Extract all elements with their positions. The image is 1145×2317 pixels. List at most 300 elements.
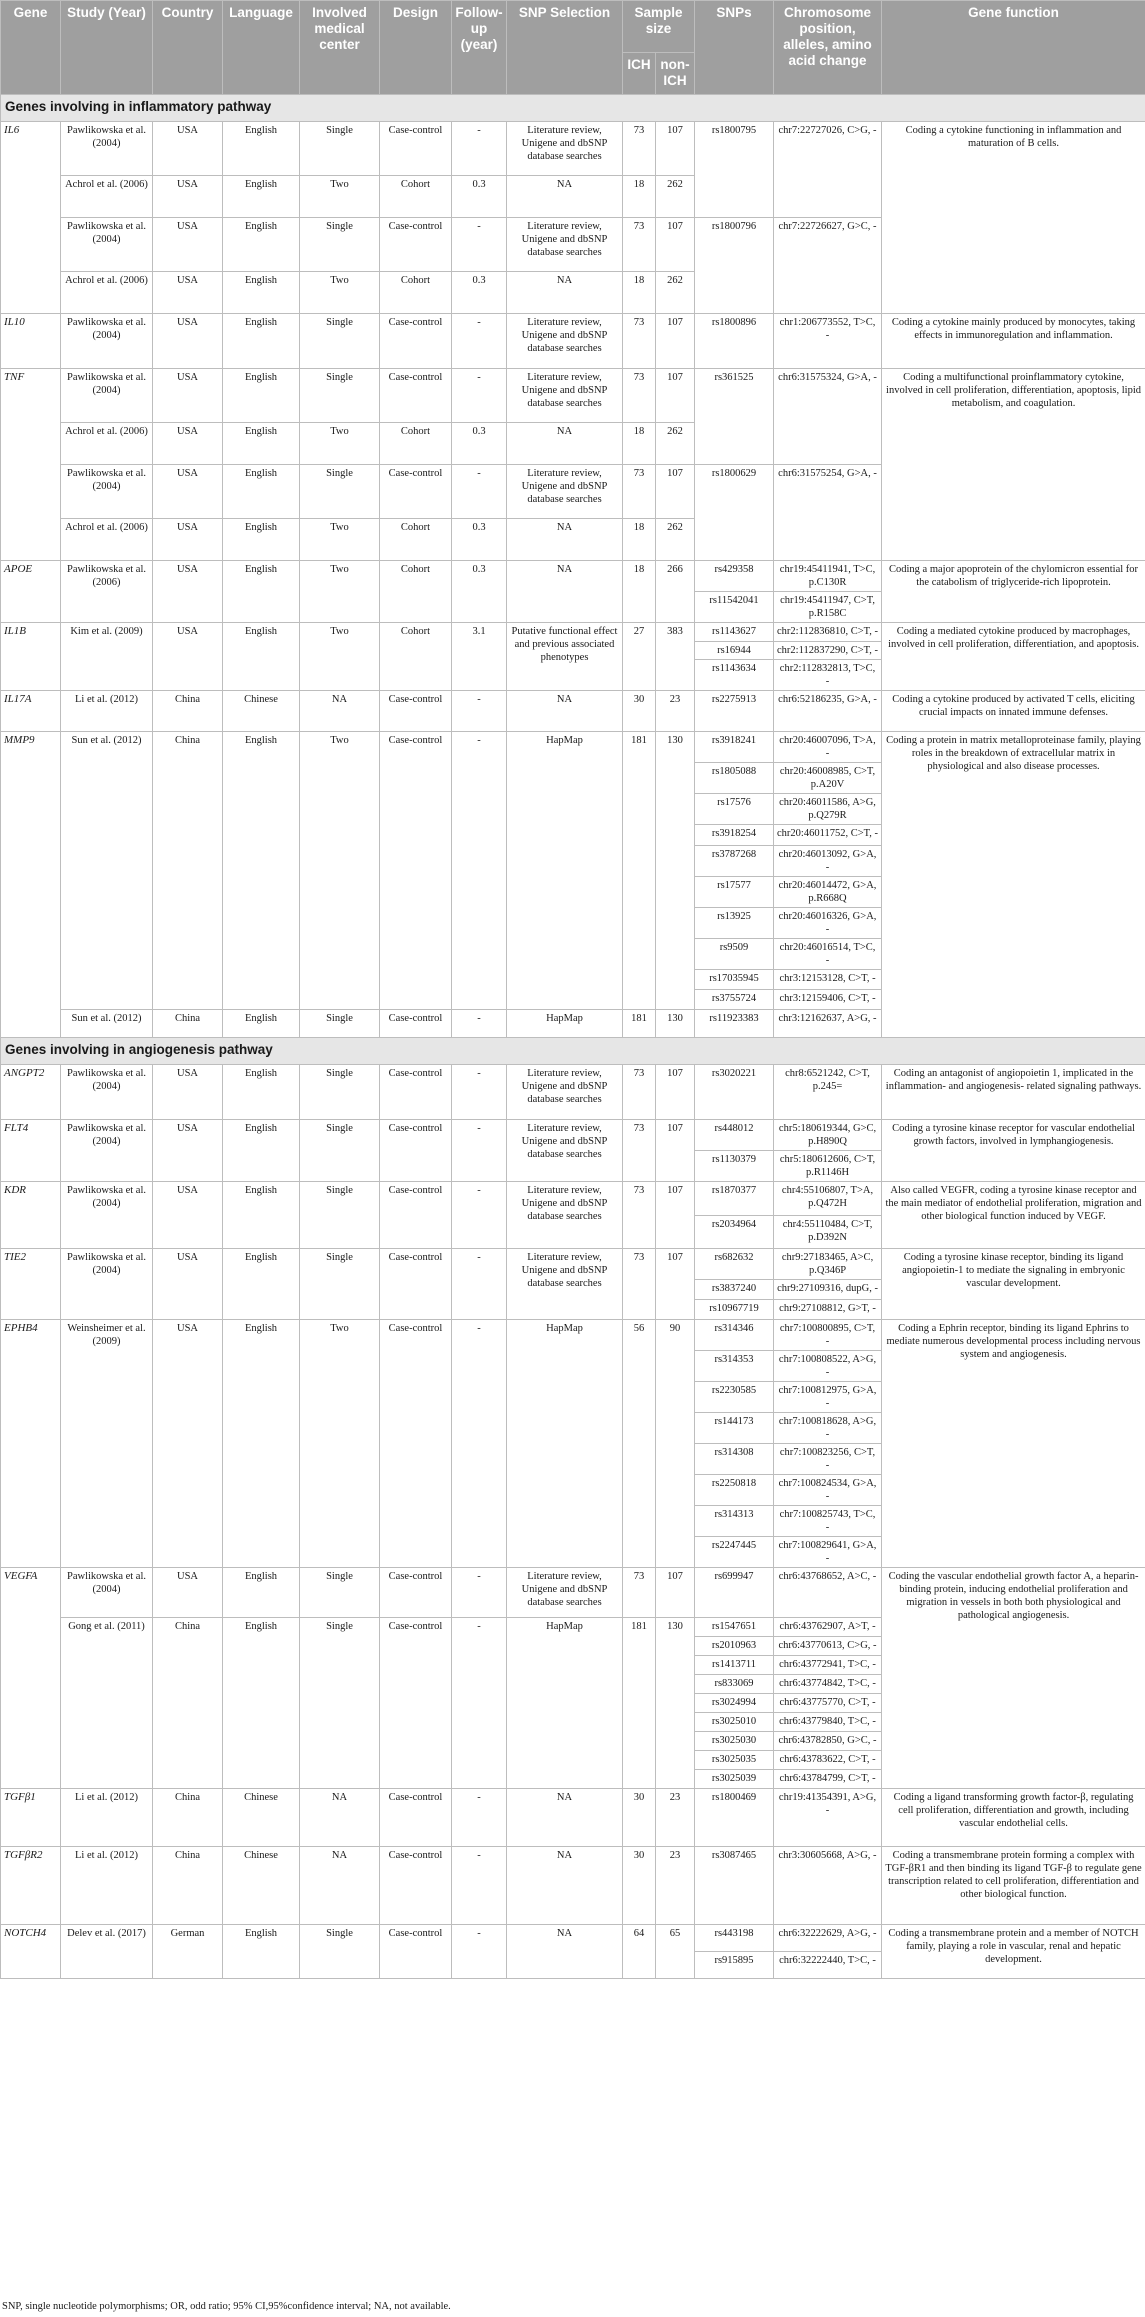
study-cell: Gong et al. (2011) bbox=[61, 1618, 153, 1789]
chromosome-cell: chr19:45411941, T>C, p.C130R bbox=[774, 561, 882, 592]
study-cell: Pawlikowska et al. (2004) bbox=[61, 1120, 153, 1182]
function-cell: Coding a protein in matrix metalloproteinase family, playing roles in the breakdown of extracellular matrix in physiological and also disease processes. bbox=[882, 732, 1145, 1038]
header-country: Country bbox=[153, 1, 223, 95]
snp-selection-cell: HapMap bbox=[507, 1010, 623, 1038]
function-cell: Coding a cytokine produced by activated T cells, eliciting crucial impacts on innated immune defenses. bbox=[882, 691, 1145, 732]
non-ich-cell: 130 bbox=[656, 732, 695, 1010]
header-ich: ICH bbox=[623, 53, 656, 95]
ich-cell: 30 bbox=[623, 1847, 656, 1925]
ich-cell: 73 bbox=[623, 218, 656, 272]
design-cell: Cohort bbox=[380, 623, 452, 691]
chromosome-cell: chr2:112836810, C>T, - bbox=[774, 623, 882, 642]
chromosome-cell: chr7:100823256, C>T, - bbox=[774, 1444, 882, 1475]
gene-cell: MMP9 bbox=[1, 732, 61, 1038]
ich-cell: 73 bbox=[623, 122, 656, 176]
study-cell: Pawlikowska et al. (2004) bbox=[61, 369, 153, 423]
chromosome-cell: chr6:43762907, A>T, - bbox=[774, 1618, 882, 1637]
study-cell: Li et al. (2012) bbox=[61, 691, 153, 732]
non-ich-cell: 130 bbox=[656, 1618, 695, 1789]
function-cell: Coding the vascular endothelial growth factor A, a heparin-binding protein, inducing endothelial proliferation and migration in vessels in both both physiological and pathological angiogenesis. bbox=[882, 1568, 1145, 1789]
snp-cell: rs2034964 bbox=[695, 1216, 774, 1249]
center-cell: Single bbox=[300, 465, 380, 519]
snp-selection-cell: Literature review, Unigene and dbSNP database searches bbox=[507, 465, 623, 519]
gene-cell: IL6 bbox=[1, 122, 61, 314]
snp-selection-cell: HapMap bbox=[507, 1618, 623, 1789]
language-cell: Chinese bbox=[223, 1847, 300, 1925]
function-cell: Coding a Ephrin receptor, binding its ligand Ephrins to mediate numerous developmental process including nervous system and angiogenesis. bbox=[882, 1320, 1145, 1568]
gene-cell: NOTCH4 bbox=[1, 1925, 61, 1979]
center-cell: Two bbox=[300, 732, 380, 1010]
ich-cell: 18 bbox=[623, 561, 656, 623]
chromosome-cell: chr20:46014472, G>A, p.R668Q bbox=[774, 877, 882, 908]
follow-up-cell: - bbox=[452, 1847, 507, 1925]
ich-cell: 73 bbox=[623, 1249, 656, 1320]
function-cell: Coding a cytokine functioning in inflammation and maturation of B cells. bbox=[882, 122, 1145, 314]
chromosome-cell: chr5:180612606, C>T, p.R1146H bbox=[774, 1151, 882, 1182]
non-ich-cell: 65 bbox=[656, 1925, 695, 1979]
function-cell: Coding a tyrosine kinase receptor, binding its ligand angiopoietin-1 to mediate the signaling in embryonic vascular development. bbox=[882, 1249, 1145, 1320]
language-cell: English bbox=[223, 218, 300, 272]
snp-selection-cell: NA bbox=[507, 1789, 623, 1847]
function-cell: Coding a ligand transforming growth factor-β, regulating cell proliferation, differentiation and growth, including vascular endothelial cells. bbox=[882, 1789, 1145, 1847]
language-cell: English bbox=[223, 122, 300, 176]
country-cell: USA bbox=[153, 369, 223, 423]
language-cell: Chinese bbox=[223, 1789, 300, 1847]
follow-up-cell: - bbox=[452, 1789, 507, 1847]
study-cell: Achrol et al. (2006) bbox=[61, 519, 153, 561]
chromosome-cell: chr19:45411947, C>T, p.R158C bbox=[774, 592, 882, 623]
design-cell: Case-control bbox=[380, 1120, 452, 1182]
header-study: Study (Year) bbox=[61, 1, 153, 95]
country-cell: USA bbox=[153, 176, 223, 218]
snp-selection-cell: NA bbox=[507, 272, 623, 314]
design-cell: Cohort bbox=[380, 423, 452, 465]
study-cell: Achrol et al. (2006) bbox=[61, 272, 153, 314]
snp-cell: rs448012 bbox=[695, 1120, 774, 1151]
function-cell: Coding a multifunctional proinflammatory cytokine, involved in cell proliferation, differentiation, apoptosis, lipid metabolism, and coagulation. bbox=[882, 369, 1145, 561]
chromosome-cell: chr19:41354391, A>G, - bbox=[774, 1789, 882, 1847]
ich-cell: 64 bbox=[623, 1925, 656, 1979]
snp-cell: rs1413711 bbox=[695, 1656, 774, 1675]
chromosome-cell: chr3:12162637, A>G, - bbox=[774, 1010, 882, 1038]
snp-cell: rs11542041 bbox=[695, 592, 774, 623]
non-ich-cell: 262 bbox=[656, 519, 695, 561]
center-cell: Single bbox=[300, 122, 380, 176]
header-language: Language bbox=[223, 1, 300, 95]
study-cell: Pawlikowska et al. (2004) bbox=[61, 1249, 153, 1320]
country-cell: USA bbox=[153, 423, 223, 465]
study-cell: Pawlikowska et al. (2004) bbox=[61, 1568, 153, 1618]
chromosome-cell: chr9:27109316, dupG, - bbox=[774, 1280, 882, 1300]
design-cell: Case-control bbox=[380, 1249, 452, 1320]
country-cell: China bbox=[153, 691, 223, 732]
country-cell: USA bbox=[153, 1065, 223, 1120]
snp-cell: rs144173 bbox=[695, 1413, 774, 1444]
study-cell: Pawlikowska et al. (2004) bbox=[61, 1182, 153, 1249]
language-cell: English bbox=[223, 1568, 300, 1618]
ich-cell: 181 bbox=[623, 732, 656, 1010]
function-cell: Coding a mediated cytokine produced by macrophages, involved in cell proliferation, differentiation, and apoptosis. bbox=[882, 623, 1145, 691]
snp-selection-cell: Literature review, Unigene and dbSNP database searches bbox=[507, 1249, 623, 1320]
chromosome-cell: chr6:43779840, T>C, - bbox=[774, 1713, 882, 1732]
section-inflammatory: Genes involving in inflammatory pathway bbox=[1, 95, 1145, 122]
non-ich-cell: 107 bbox=[656, 218, 695, 272]
function-cell: Coding a cytokine mainly produced by monocytes, taking effects in immunoregulation and inflammation. bbox=[882, 314, 1145, 369]
chromosome-cell: chr4:55106807, T>A, p.Q472H bbox=[774, 1182, 882, 1216]
header-sample-size: Sample size bbox=[623, 1, 695, 53]
non-ich-cell: 262 bbox=[656, 176, 695, 218]
chromosome-cell: chr6:31575324, G>A, - bbox=[774, 369, 882, 465]
snp-cell: rs3025039 bbox=[695, 1770, 774, 1789]
chromosome-cell: chr2:112832813, T>C, - bbox=[774, 660, 882, 691]
language-cell: English bbox=[223, 1182, 300, 1249]
language-cell: English bbox=[223, 176, 300, 218]
gene-cell: VEGFA bbox=[1, 1568, 61, 1789]
center-cell: Single bbox=[300, 1065, 380, 1120]
chromosome-cell: chr6:32222440, T>C, - bbox=[774, 1952, 882, 1979]
language-cell: English bbox=[223, 623, 300, 691]
function-cell: Coding a major apoprotein of the chylomicron essential for the catabolism of triglyceride-rich lipoprotein. bbox=[882, 561, 1145, 623]
gene-cell: EPHB4 bbox=[1, 1320, 61, 1568]
non-ich-cell: 107 bbox=[656, 1120, 695, 1182]
snp-cell: rs2230585 bbox=[695, 1382, 774, 1413]
header-snps: SNPs bbox=[695, 1, 774, 95]
snp-cell: rs1800896 bbox=[695, 314, 774, 369]
study-cell: Sun et al. (2012) bbox=[61, 1010, 153, 1038]
design-cell: Cohort bbox=[380, 561, 452, 623]
center-cell: Two bbox=[300, 1320, 380, 1568]
follow-up-cell: - bbox=[452, 122, 507, 176]
center-cell: Single bbox=[300, 1568, 380, 1618]
snp-cell: rs314353 bbox=[695, 1351, 774, 1382]
follow-up-cell: - bbox=[452, 1320, 507, 1568]
country-cell: USA bbox=[153, 519, 223, 561]
snp-cell: rs915895 bbox=[695, 1952, 774, 1979]
gene-cell: FLT4 bbox=[1, 1120, 61, 1182]
gene-cell: IL17A bbox=[1, 691, 61, 732]
chromosome-cell: chr2:112837290, C>T, - bbox=[774, 642, 882, 660]
country-cell: USA bbox=[153, 314, 223, 369]
ich-cell: 18 bbox=[623, 423, 656, 465]
non-ich-cell: 262 bbox=[656, 423, 695, 465]
gene-cell: TGFβR2 bbox=[1, 1847, 61, 1925]
snp-cell: rs1143634 bbox=[695, 660, 774, 691]
language-cell: English bbox=[223, 1010, 300, 1038]
snp-cell: rs443198 bbox=[695, 1925, 774, 1952]
study-cell: Pawlikowska et al. (2004) bbox=[61, 218, 153, 272]
country-cell: German bbox=[153, 1925, 223, 1979]
center-cell: Single bbox=[300, 1618, 380, 1789]
non-ich-cell: 90 bbox=[656, 1320, 695, 1568]
snp-selection-cell: NA bbox=[507, 176, 623, 218]
design-cell: Case-control bbox=[380, 1065, 452, 1120]
language-cell: English bbox=[223, 369, 300, 423]
snp-selection-cell: Literature review, Unigene and dbSNP database searches bbox=[507, 122, 623, 176]
non-ich-cell: 107 bbox=[656, 1568, 695, 1618]
snp-cell: rs3918254 bbox=[695, 825, 774, 846]
ich-cell: 18 bbox=[623, 176, 656, 218]
snp-selection-cell: Literature review, Unigene and dbSNP database searches bbox=[507, 1065, 623, 1120]
center-cell: Two bbox=[300, 272, 380, 314]
ich-cell: 18 bbox=[623, 272, 656, 314]
non-ich-cell: 107 bbox=[656, 314, 695, 369]
country-cell: USA bbox=[153, 1249, 223, 1320]
design-cell: Case-control bbox=[380, 691, 452, 732]
study-cell: Achrol et al. (2006) bbox=[61, 176, 153, 218]
non-ich-cell: 262 bbox=[656, 272, 695, 314]
snp-cell: rs361525 bbox=[695, 369, 774, 465]
chromosome-cell: chr7:22726627, G>C, - bbox=[774, 218, 882, 314]
header-snp-selection: SNP Selection bbox=[507, 1, 623, 95]
country-cell: USA bbox=[153, 465, 223, 519]
chromosome-cell: chr6:43783622, C>T, - bbox=[774, 1751, 882, 1770]
snp-cell: rs3837240 bbox=[695, 1280, 774, 1300]
design-cell: Case-control bbox=[380, 1182, 452, 1249]
snp-cell: rs1547651 bbox=[695, 1618, 774, 1637]
chromosome-cell: chr20:46016514, T>C, - bbox=[774, 939, 882, 970]
snp-cell: rs3025010 bbox=[695, 1713, 774, 1732]
center-cell: Single bbox=[300, 1182, 380, 1249]
country-cell: China bbox=[153, 732, 223, 1010]
header-gene-function: Gene function bbox=[882, 1, 1145, 95]
language-cell: English bbox=[223, 465, 300, 519]
ich-cell: 73 bbox=[623, 314, 656, 369]
chromosome-cell: chr20:46008985, C>T, p.A20V bbox=[774, 763, 882, 794]
chromosome-cell: chr3:12153128, C>T, - bbox=[774, 970, 882, 990]
snp-cell: rs1870377 bbox=[695, 1182, 774, 1216]
design-cell: Case-control bbox=[380, 1010, 452, 1038]
ich-cell: 27 bbox=[623, 623, 656, 691]
country-cell: USA bbox=[153, 623, 223, 691]
snp-cell: rs682632 bbox=[695, 1249, 774, 1280]
snp-selection-cell: Literature review, Unigene and dbSNP database searches bbox=[507, 314, 623, 369]
design-cell: Case-control bbox=[380, 1618, 452, 1789]
chromosome-cell: chr9:27108812, G>T, - bbox=[774, 1300, 882, 1320]
language-cell: English bbox=[223, 561, 300, 623]
chromosome-cell: chr6:43768652, A>C, - bbox=[774, 1568, 882, 1618]
snp-cell: rs2275913 bbox=[695, 691, 774, 732]
snp-cell: rs1800629 bbox=[695, 465, 774, 561]
header-gene: Gene bbox=[1, 1, 61, 95]
follow-up-cell: 0.3 bbox=[452, 176, 507, 218]
country-cell: USA bbox=[153, 1182, 223, 1249]
ich-cell: 30 bbox=[623, 691, 656, 732]
follow-up-cell: - bbox=[452, 691, 507, 732]
center-cell: Single bbox=[300, 1010, 380, 1038]
center-cell: NA bbox=[300, 691, 380, 732]
header-design: Design bbox=[380, 1, 452, 95]
chromosome-cell: chr9:27183465, A>C, p.Q346P bbox=[774, 1249, 882, 1280]
chromosome-cell: chr1:206773552, T>C, - bbox=[774, 314, 882, 369]
design-cell: Case-control bbox=[380, 218, 452, 272]
follow-up-cell: - bbox=[452, 314, 507, 369]
follow-up-cell: - bbox=[452, 465, 507, 519]
function-cell: Coding a tyrosine kinase receptor for vascular endothelial growth factors, involved in lymphangiogenesis. bbox=[882, 1120, 1145, 1182]
design-cell: Case-control bbox=[380, 1320, 452, 1568]
center-cell: Single bbox=[300, 1925, 380, 1979]
study-cell: Pawlikowska et al. (2004) bbox=[61, 122, 153, 176]
center-cell: NA bbox=[300, 1847, 380, 1925]
ich-cell: 181 bbox=[623, 1010, 656, 1038]
country-cell: USA bbox=[153, 272, 223, 314]
follow-up-cell: 0.3 bbox=[452, 272, 507, 314]
design-cell: Case-control bbox=[380, 369, 452, 423]
follow-up-cell: 3.1 bbox=[452, 623, 507, 691]
section-angiogenesis: Genes involving in angiogenesis pathway bbox=[1, 1038, 1145, 1065]
follow-up-cell: 0.3 bbox=[452, 519, 507, 561]
study-cell: Pawlikowska et al. (2006) bbox=[61, 561, 153, 623]
language-cell: English bbox=[223, 1120, 300, 1182]
language-cell: English bbox=[223, 519, 300, 561]
ich-cell: 73 bbox=[623, 465, 656, 519]
center-cell: Two bbox=[300, 176, 380, 218]
language-cell: Chinese bbox=[223, 691, 300, 732]
snp-selection-cell: NA bbox=[507, 561, 623, 623]
center-cell: Two bbox=[300, 423, 380, 465]
snp-cell: rs3024994 bbox=[695, 1694, 774, 1713]
snp-selection-cell: NA bbox=[507, 1925, 623, 1979]
design-cell: Case-control bbox=[380, 1789, 452, 1847]
gene-cell: ANGPT2 bbox=[1, 1065, 61, 1120]
non-ich-cell: 23 bbox=[656, 1847, 695, 1925]
table-footnote: SNP, single nucleotide polymorphisms; OR, odd ratio; 95% CI,95%confidence interval; NA, not available. bbox=[2, 2301, 451, 2312]
chromosome-cell: chr7:100824534, G>A, - bbox=[774, 1475, 882, 1506]
follow-up-cell: - bbox=[452, 1010, 507, 1038]
language-cell: English bbox=[223, 1065, 300, 1120]
header-non-ich: non-ICH bbox=[656, 53, 695, 95]
snp-cell: rs3918241 bbox=[695, 732, 774, 763]
snp-cell: rs314346 bbox=[695, 1320, 774, 1351]
snp-cell: rs1805088 bbox=[695, 763, 774, 794]
chromosome-cell: chr6:52186235, G>A, - bbox=[774, 691, 882, 732]
gene-cell: TIE2 bbox=[1, 1249, 61, 1320]
snp-selection-cell: NA bbox=[507, 691, 623, 732]
chromosome-cell: chr6:43784799, C>T, - bbox=[774, 1770, 882, 1789]
non-ich-cell: 23 bbox=[656, 691, 695, 732]
chromosome-cell: chr20:46007096, T>A, - bbox=[774, 732, 882, 763]
follow-up-cell: - bbox=[452, 369, 507, 423]
design-cell: Cohort bbox=[380, 176, 452, 218]
snp-cell: rs9509 bbox=[695, 939, 774, 970]
center-cell: NA bbox=[300, 1789, 380, 1847]
snp-cell: rs17576 bbox=[695, 794, 774, 825]
chromosome-cell: chr6:43772941, T>C, - bbox=[774, 1656, 882, 1675]
follow-up-cell: - bbox=[452, 1065, 507, 1120]
design-cell: Case-control bbox=[380, 1847, 452, 1925]
chromosome-cell: chr7:100829641, G>A, - bbox=[774, 1537, 882, 1568]
center-cell: Two bbox=[300, 561, 380, 623]
country-cell: USA bbox=[153, 122, 223, 176]
snp-cell: rs699947 bbox=[695, 1568, 774, 1618]
snp-cell: rs3025035 bbox=[695, 1751, 774, 1770]
chromosome-cell: chr6:43774842, T>C, - bbox=[774, 1675, 882, 1694]
ich-cell: 73 bbox=[623, 1120, 656, 1182]
snp-cell: rs13925 bbox=[695, 908, 774, 939]
center-cell: Single bbox=[300, 1120, 380, 1182]
chromosome-cell: chr8:6521242, C>T, p.245= bbox=[774, 1065, 882, 1120]
center-cell: Two bbox=[300, 519, 380, 561]
design-cell: Case-control bbox=[380, 1925, 452, 1979]
ich-cell: 18 bbox=[623, 519, 656, 561]
language-cell: English bbox=[223, 314, 300, 369]
study-cell: Pawlikowska et al. (2004) bbox=[61, 1065, 153, 1120]
non-ich-cell: 107 bbox=[656, 465, 695, 519]
chromosome-cell: chr6:43770613, C>G, - bbox=[774, 1637, 882, 1656]
study-cell: Pawlikowska et al. (2004) bbox=[61, 465, 153, 519]
study-cell: Pawlikowska et al. (2004) bbox=[61, 314, 153, 369]
chromosome-cell: chr20:46011752, C>T, - bbox=[774, 825, 882, 846]
snp-selection-cell: Literature review, Unigene and dbSNP database searches bbox=[507, 218, 623, 272]
snp-cell: rs3025030 bbox=[695, 1732, 774, 1751]
header-center: Involved medical center bbox=[300, 1, 380, 95]
ich-cell: 181 bbox=[623, 1618, 656, 1789]
design-cell: Cohort bbox=[380, 272, 452, 314]
design-cell: Case-control bbox=[380, 314, 452, 369]
snp-cell: rs2010963 bbox=[695, 1637, 774, 1656]
follow-up-cell: - bbox=[452, 1925, 507, 1979]
country-cell: China bbox=[153, 1847, 223, 1925]
header-chromosome: Chromosome position, alleles, amino acid change bbox=[774, 1, 882, 95]
country-cell: China bbox=[153, 1010, 223, 1038]
non-ich-cell: 107 bbox=[656, 1182, 695, 1249]
snp-cell: rs2247445 bbox=[695, 1537, 774, 1568]
non-ich-cell: 107 bbox=[656, 369, 695, 423]
center-cell: Single bbox=[300, 1249, 380, 1320]
gene-cell: APOE bbox=[1, 561, 61, 623]
chromosome-cell: chr3:30605668, A>G, - bbox=[774, 1847, 882, 1925]
design-cell: Case-control bbox=[380, 1568, 452, 1618]
snp-cell: rs10967719 bbox=[695, 1300, 774, 1320]
snp-cell: rs1800795 bbox=[695, 122, 774, 218]
chromosome-cell: chr3:12159406, C>T, - bbox=[774, 990, 882, 1010]
chromosome-cell: chr7:100818628, A>G, - bbox=[774, 1413, 882, 1444]
snp-selection-cell: NA bbox=[507, 423, 623, 465]
snp-selection-cell: Literature review, Unigene and dbSNP database searches bbox=[507, 1120, 623, 1182]
non-ich-cell: 130 bbox=[656, 1010, 695, 1038]
study-cell: Achrol et al. (2006) bbox=[61, 423, 153, 465]
snp-selection-cell: Literature review, Unigene and dbSNP database searches bbox=[507, 1568, 623, 1618]
chromosome-cell: chr6:43775770, C>T, - bbox=[774, 1694, 882, 1713]
chromosome-cell: chr4:55110484, C>T, p.D392N bbox=[774, 1216, 882, 1249]
ich-cell: 73 bbox=[623, 1182, 656, 1249]
ich-cell: 56 bbox=[623, 1320, 656, 1568]
chromosome-cell: chr7:100825743, T>C, - bbox=[774, 1506, 882, 1537]
follow-up-cell: - bbox=[452, 218, 507, 272]
ich-cell: 73 bbox=[623, 1065, 656, 1120]
non-ich-cell: 266 bbox=[656, 561, 695, 623]
study-cell: Delev et al. (2017) bbox=[61, 1925, 153, 1979]
design-cell: Case-control bbox=[380, 122, 452, 176]
snp-cell: rs3755724 bbox=[695, 990, 774, 1010]
country-cell: USA bbox=[153, 1120, 223, 1182]
snp-selection-cell: NA bbox=[507, 1847, 623, 1925]
chromosome-cell: chr20:46011586, A>G, p.Q279R bbox=[774, 794, 882, 825]
country-cell: China bbox=[153, 1618, 223, 1789]
snp-cell: rs17577 bbox=[695, 877, 774, 908]
center-cell: Single bbox=[300, 218, 380, 272]
study-cell: Li et al. (2012) bbox=[61, 1847, 153, 1925]
snp-cell: rs3087465 bbox=[695, 1847, 774, 1925]
follow-up-cell: - bbox=[452, 1182, 507, 1249]
snp-cell: rs833069 bbox=[695, 1675, 774, 1694]
follow-up-cell: 0.3 bbox=[452, 423, 507, 465]
gene-cell: IL10 bbox=[1, 314, 61, 369]
ich-cell: 73 bbox=[623, 369, 656, 423]
follow-up-cell: - bbox=[452, 732, 507, 1010]
follow-up-cell: - bbox=[452, 1249, 507, 1320]
snp-cell: rs1800796 bbox=[695, 218, 774, 314]
snp-cell: rs314308 bbox=[695, 1444, 774, 1475]
